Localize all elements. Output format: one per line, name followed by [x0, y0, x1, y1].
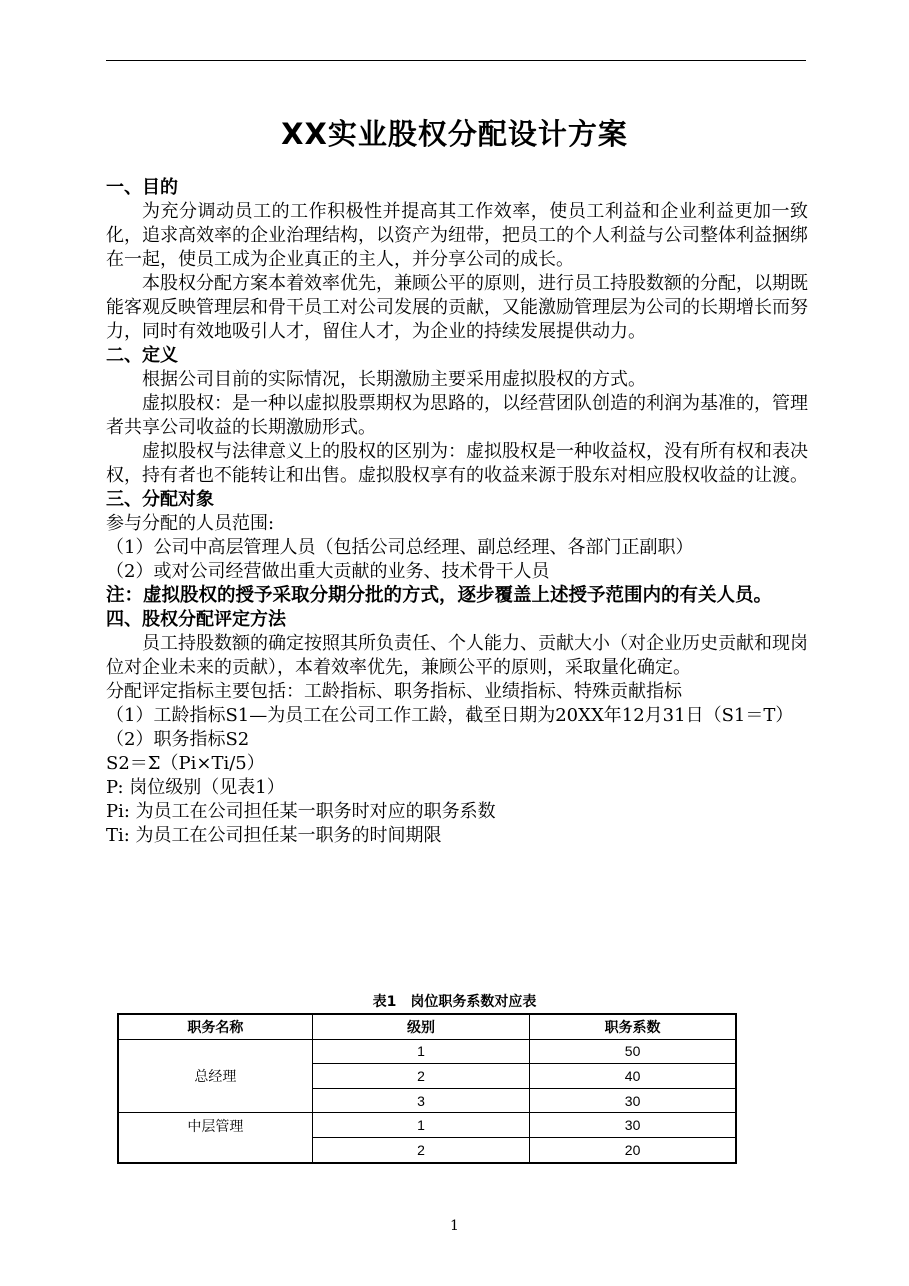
table-row	[118, 1039, 736, 1064]
level-cell: 2	[312, 1064, 529, 1089]
text-line: 参与分配的人员范围:	[106, 513, 275, 534]
text-line: （1）工龄指标S1—为员工在公司工作工龄，截至日期为20XX年12月31日（S1＝T）	[106, 705, 794, 726]
note: 注：虚拟股权的授予采取分期分批的方式，逐步覆盖上述授予范围内的有关人员。	[106, 585, 773, 606]
level-cell: 1	[312, 1039, 529, 1064]
document-body	[106, 176, 808, 848]
list-item: （2）或对公司经营做出重大贡献的业务、技术骨干人员	[106, 561, 550, 582]
level-cell: 3	[312, 1088, 529, 1113]
position-name-cell: 中层管理	[118, 1113, 312, 1163]
section-heading: 三、分配对象	[106, 489, 214, 510]
document-title: XX实业股权分配设计方案	[281, 117, 628, 151]
table-row	[118, 1113, 736, 1138]
text-line: 分配评定指标主要包括：工龄指标、职务指标、业绩指标、特殊贡献指标	[106, 681, 682, 702]
position-name-cell: 总经理	[118, 1039, 312, 1113]
coefficient-cell: 50	[530, 1039, 736, 1064]
list-item: （1）公司中高层管理人员（包括公司总经理、副总经理、各部门正副职）	[106, 537, 694, 558]
table-header: 职务系数	[530, 1014, 736, 1039]
paragraph: 虚拟股权与法律意义上的股权的区别为：虚拟股权是一种收益权，没有所有权和表决权，持有者也不能转让和出售。虚拟股权享有的收益来源于股东对相应股权收益的让渡。	[106, 441, 808, 486]
text-line: Pi: 为员工在公司担任某一职务时对应的职务系数	[106, 801, 496, 822]
table-caption: 表1 岗位职务系数对应表	[372, 994, 537, 1010]
table-header: 职务名称	[118, 1014, 312, 1039]
formula: S2＝Σ（Pi×Ti/5）	[106, 753, 265, 774]
coefficient-cell: 20	[530, 1137, 736, 1162]
paragraph: 员工持股数额的确定按照其所负责任、个人能力、贡献大小（对企业历史贡献和现岗位对企业未来的贡献），本着效率优先，兼顾公平的原则，采取量化确定。	[106, 633, 808, 678]
coefficient-cell: 30	[530, 1088, 736, 1113]
paragraph: 虚拟股权：是一种以虚拟股票期权为思路的，以经营团队创造的利润为基准的，管理者共享公司收益的长期激励形式。	[106, 393, 808, 438]
section-heading: 四、股权分配评定方法	[106, 609, 286, 630]
paragraph: 为充分调动员工的工作积极性并提高其工作效率，使员工利益和企业利益更加一致化，追求高效率的企业治理结构，以资产为纽带，把员工的个人利益与公司整体利益捆绑在一起，使员工成为企业真正的主人，并分享公司的成长。	[106, 201, 808, 270]
text-line: P: 岗位级别（见表1）	[106, 777, 285, 798]
header-rule	[106, 60, 806, 61]
table-header: 级别	[312, 1014, 529, 1039]
paragraph: 本股权分配方案本着效率优先，兼顾公平的原则，进行员工持股数额的分配，以期既能客观反映管理层和骨干员工对公司发展的贡献，又能激励管理层为公司的长期增长而努力，同时有效地吸引人才，留住人才，为企业的持续发展提供动力。	[106, 273, 808, 342]
coefficient-cell: 40	[530, 1064, 736, 1089]
section-heading: 一、目的	[106, 177, 178, 198]
section-heading: 二、定义	[106, 345, 178, 366]
level-cell: 2	[312, 1137, 529, 1162]
text-line: Ti: 为员工在公司担任某一职务的时间期限	[106, 825, 442, 846]
text-line: （2）职务指标S2	[106, 729, 250, 750]
level-cell: 1	[312, 1113, 529, 1138]
coefficient-cell: 30	[530, 1113, 736, 1138]
page-number: 1	[450, 1218, 459, 1234]
table-header-row	[118, 1014, 736, 1039]
position-coefficient-table	[117, 1013, 737, 1164]
paragraph: 根据公司目前的实际情况，长期激励主要采用虚拟股权的方式。	[142, 369, 646, 390]
